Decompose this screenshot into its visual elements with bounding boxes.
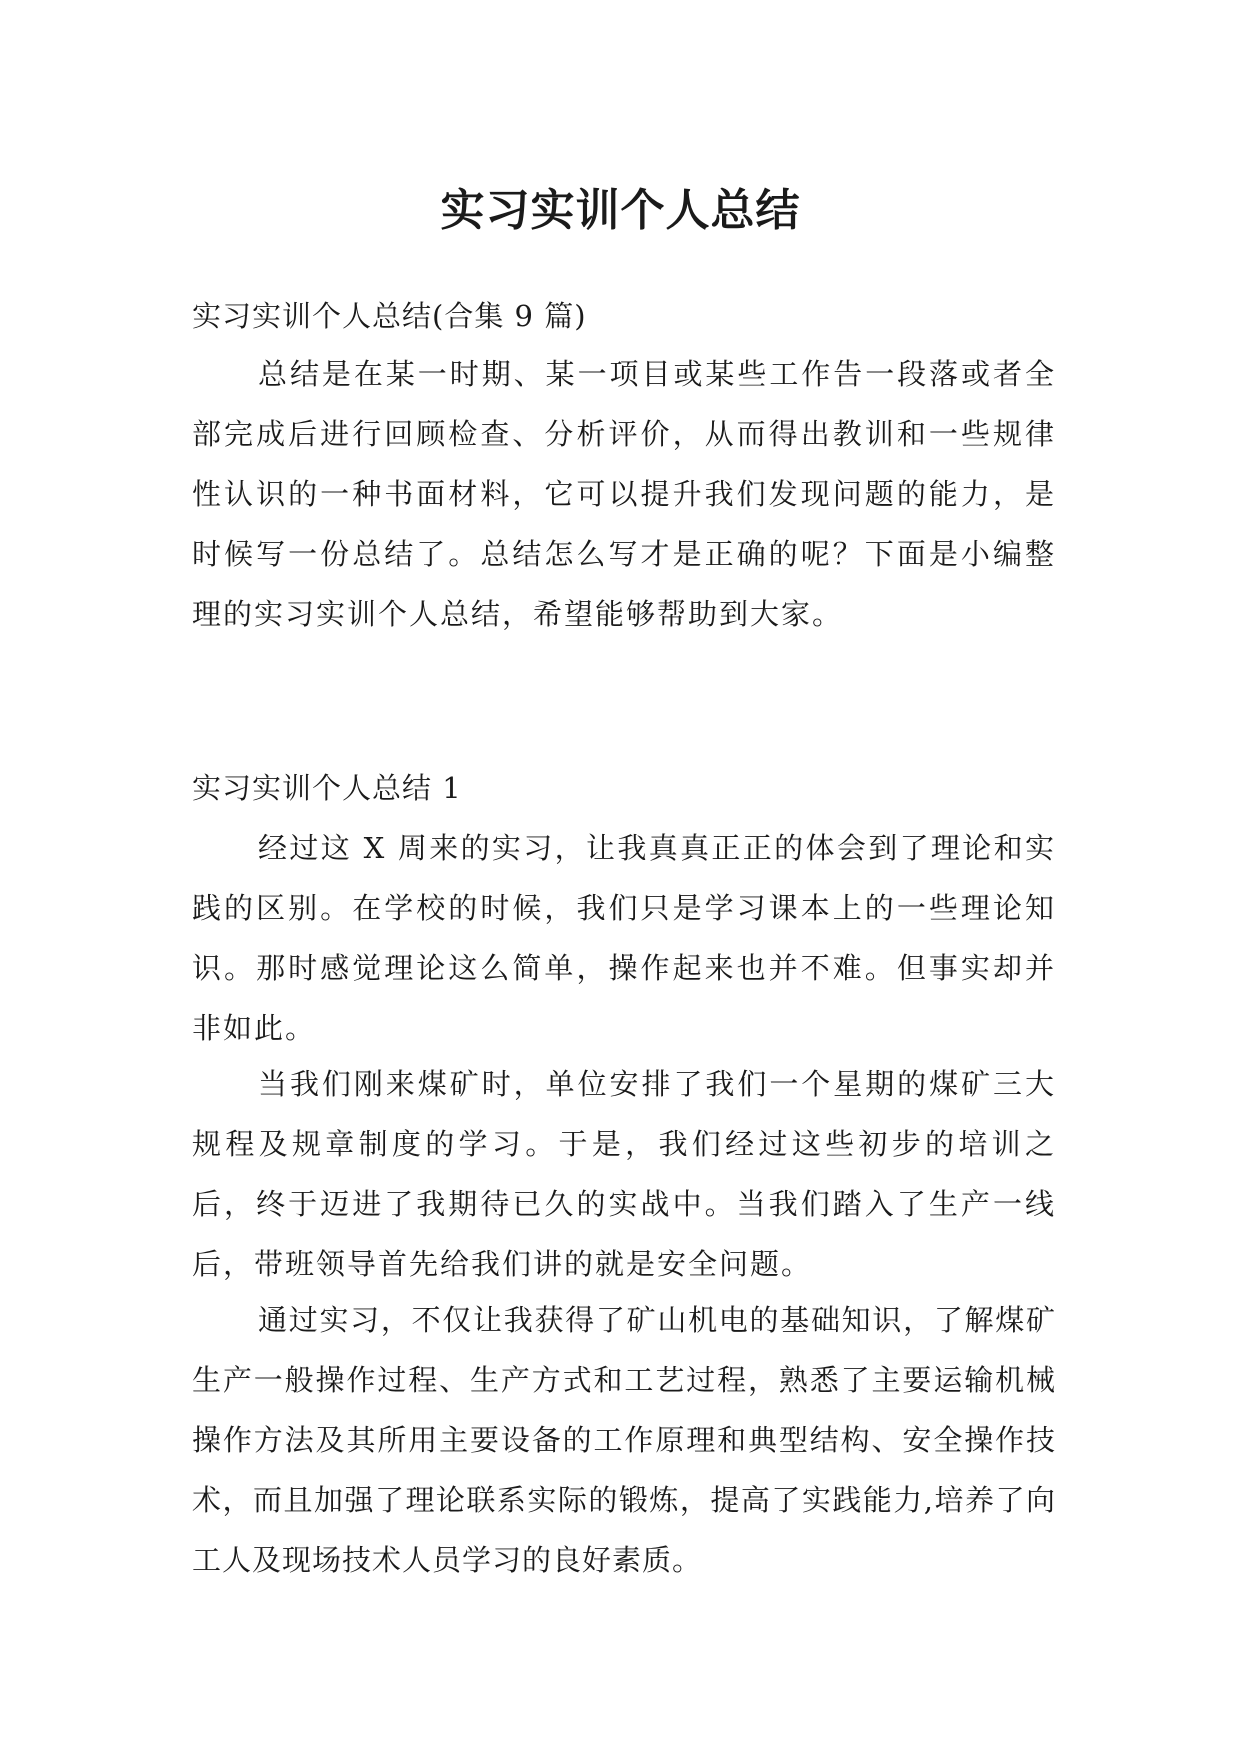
section1-paragraph-1: 经过这 X 周来的实习，让我真真正正的体会到了理论和实践的区别。在学校的时候，我们只是学习课本上的一些理论知识。那时感觉理论这么简单，操作起来也并不难。但事实却并非如此。 — [192, 831, 1056, 1045]
section-heading-1: 实习实训个人总结 1 — [192, 771, 462, 805]
section1-paragraph-2: 当我们刚来煤矿时，单位安排了我们一个星期的煤矿三大规程及规章制度的学习。于是，我们经过这些初步的培训之后，终于迈进了我期待已久的实战中。当我们踏入了生产一线后，带班领导首先给我们讲的就是安全问题。 — [192, 1067, 1056, 1281]
document-title: 实习实训个人总结 — [440, 185, 801, 237]
document-subtitle: 实习实训个人总结(合集 9 篇) — [192, 299, 587, 333]
section1-paragraph-3: 通过实习，不仅让我获得了矿山机电的基础知识，了解煤矿生产一般操作过程、生产方式和工艺过程，熟悉了主要运输机械操作方法及其所用主要设备的工作原理和典型结构、安全操作技术，而且加强了理论联系实际的锻炼，提高了实践能力,培养了向工人及现场技术人员学习的良好素质。 — [192, 1303, 1056, 1577]
intro-paragraph: 总结是在某一时期、某一项目或某些工作告一段落或者全部完成后进行回顾检查、分析评价，从而得出教训和一些规律性认识的一种书面材料，它可以提升我们发现问题的能力，是时候写一份总结了。总结怎么写才是正确的呢？下面是小编整理的实习实训个人总结，希望能够帮助到大家。 — [192, 357, 1056, 631]
